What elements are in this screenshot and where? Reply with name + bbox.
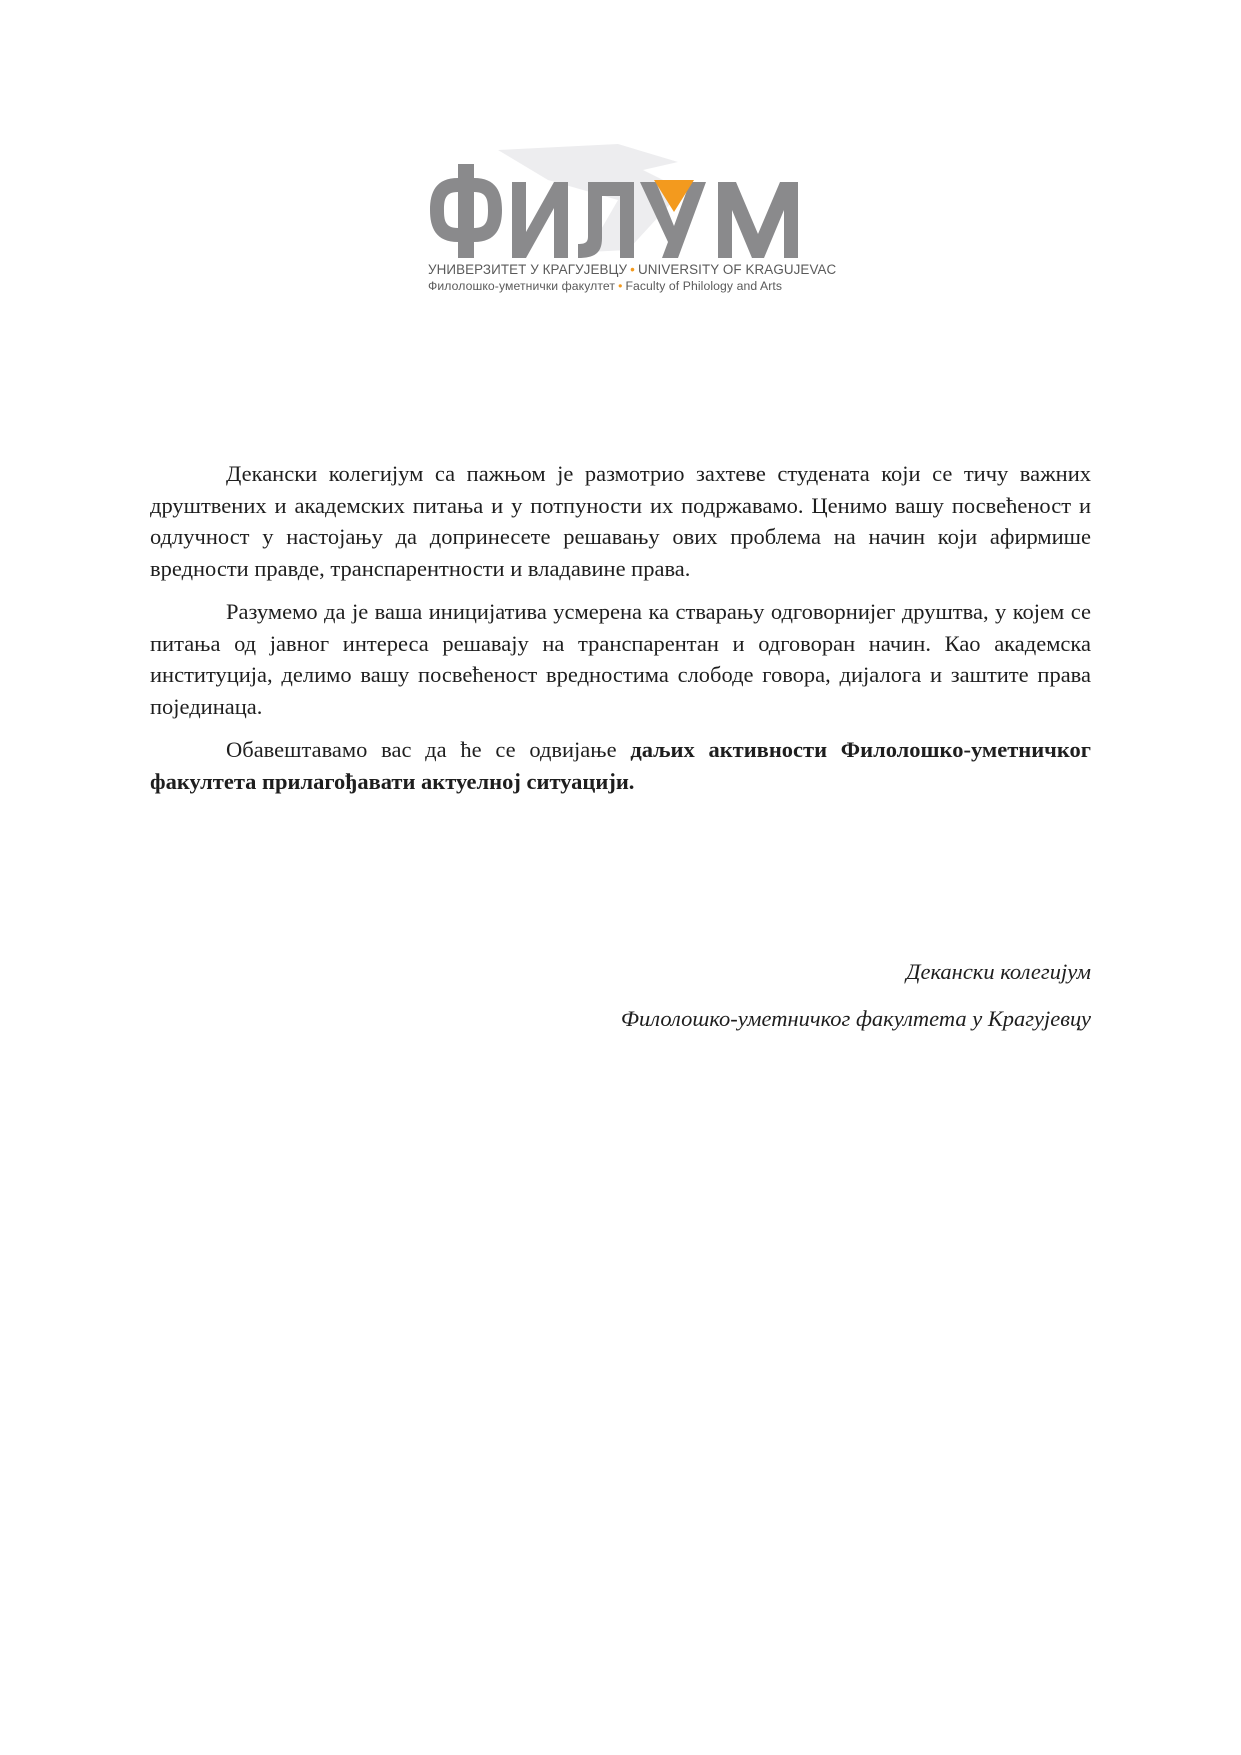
- paragraph-3: [150, 734, 1091, 797]
- logo-faculty-line: [428, 279, 782, 293]
- logo-university-line: [428, 262, 836, 277]
- logo-letter-em: [718, 182, 798, 258]
- paragraph-1: Декански колегијум са пажњом је размотрио захтеве студената који се тичу важних друштвених и академских питања и у потпуности их подржавамо. Ценимо вашу посвећеност и одлучност у настојању да допринесете решавању ових проблема на начин који афирмише вредности правде, транспарентности и владавине права.: [150, 461, 1091, 581]
- logo-separator-dot: •: [630, 262, 635, 277]
- logo-university-en: UNIVERSITY OF KRAGUJEVAC: [637, 262, 837, 277]
- logo-university-sr: УНИВЕРЗИТЕТ У КРАГУЈЕВЦУ: [428, 262, 628, 277]
- signature-line-1: Декански колегијум: [906, 959, 1091, 984]
- logo-letter-i: [512, 182, 568, 258]
- signature-line-2: Филолошко-уметничког факултета у Крагујевцу: [620, 1006, 1091, 1031]
- logo-separator-dot: •: [618, 279, 623, 293]
- logo-faculty-en: Faculty of Philology and Arts: [625, 279, 783, 293]
- logo-letter-ef: [430, 164, 502, 258]
- filum-logo-mark: [428, 140, 818, 260]
- paragraph-2: Разумемо да је ваша иницијатива усмерена ка стварању одговорнијег друштва, у којем се питања од јавног интереса решавају на транспарентан и одговоран начин. Као академска институција, делимо вашу посвећеност вредностима слободе говора, дијалога и заштите права појединаца.: [150, 599, 1091, 719]
- logo-faculty-sr: Филолошко-уметнички факултет: [428, 279, 616, 293]
- faculty-logo: [428, 140, 837, 300]
- paragraph-3-normal-text: Обавештавамо вас да ће се одвијање: [226, 737, 631, 762]
- letter-body: [150, 458, 1091, 809]
- signature-block: [621, 956, 1091, 1034]
- paragraph-3-bold-text: даљих активности Филолошко-уметничког факултета прилагођавати актуелној ситуацији.: [150, 737, 1092, 794]
